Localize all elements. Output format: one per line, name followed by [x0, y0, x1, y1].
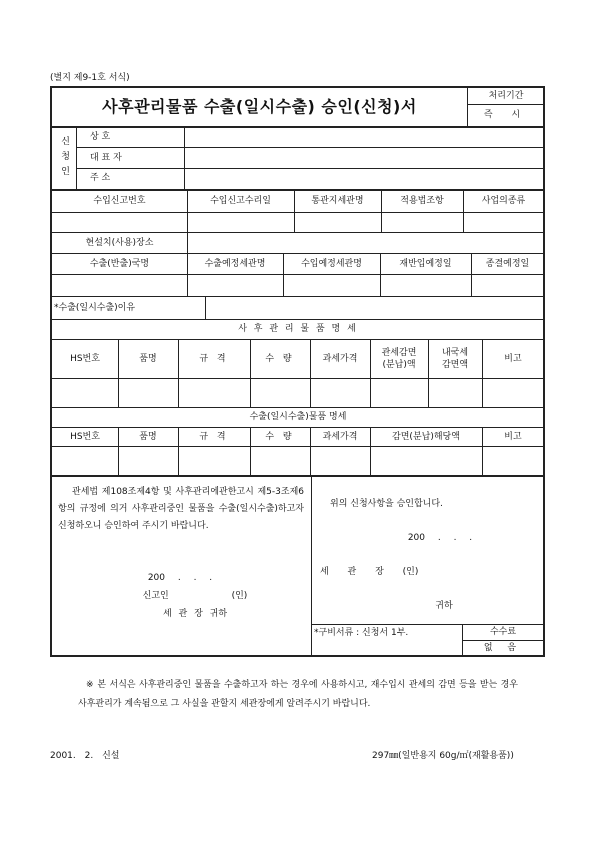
customs-office-header: 통관지세관명	[311, 195, 364, 206]
representative-field[interactable]	[186, 148, 544, 168]
post-qty-header: 수 량	[265, 353, 295, 364]
post-duty-reduction-header: 관세감면 (분납)액	[381, 347, 417, 370]
usage-note: ※ 본 서식은 사후관리중인 물품을 수출하고자 하는 경우에 사용하시고, 재수입시 관세의 감면 등을 받는 경우 사후관리가 계속됨으로 그 사실을 관할지 세관장에게 알려주시기 바랍니다.	[78, 680, 518, 709]
post-remark-header: 비고	[504, 353, 522, 364]
export-reduction-header: 감면(분납)해당액	[392, 431, 460, 442]
export-hs-header: HS번호	[70, 431, 100, 442]
import-decl-no-header: 수입신고번호	[93, 195, 146, 206]
page-title: 사후관리물품 수출(일시수출) 승인(신청)서	[102, 97, 417, 117]
applicable-law-header: 적용법조항	[400, 195, 444, 206]
export-name-header: 품명	[139, 431, 157, 442]
export-qty-header: 수 량	[265, 431, 295, 442]
import-accept-date-header: 수입신고수리일	[210, 195, 271, 206]
import-customs-header: 수입예정세관명	[301, 258, 362, 269]
export-remark-header: 비고	[504, 431, 522, 442]
export-items-title: 수출(일시수출)물품 명세	[249, 412, 347, 423]
post-price-header: 과세가격	[322, 353, 358, 364]
representative-label: 대 표 자	[90, 152, 122, 163]
application-addressee: 세 관 장 귀하	[162, 608, 228, 619]
reimport-date-header: 재반입예정일	[399, 258, 452, 269]
export-reason-label: *수출(일시수출)이유	[54, 302, 136, 313]
footer-right: 297㎜(일반용지 60g/㎡(재활용품))	[372, 751, 514, 761]
post-name-header: 품명	[139, 353, 157, 364]
post-spec-header: 규 격	[199, 353, 229, 364]
approval-addressee: 귀하	[435, 600, 453, 611]
company-label: 상 호	[90, 131, 111, 142]
customs-chief-line: 세 관 장 (인)	[320, 566, 419, 577]
post-hs-header: HS번호	[70, 353, 100, 364]
post-internal-tax-header: 내국세 감면액	[441, 347, 469, 370]
address-label: 주 소	[90, 173, 111, 184]
export-price-header: 과세가격	[322, 431, 358, 442]
processing-label: 처리기간	[488, 90, 524, 101]
approval-text: 위의 신청사항을 승인합니다.	[330, 498, 443, 509]
closing-date-header: 종결예정일	[485, 258, 530, 269]
export-country-header: 수출(반출)국명	[89, 258, 150, 269]
approval-date: 200 . . .	[407, 532, 473, 543]
fee-value: 없 음	[483, 643, 523, 654]
processing-value: 즉 시	[483, 109, 529, 120]
fee-label: 수수료	[489, 627, 517, 638]
address-field[interactable]	[186, 168, 544, 189]
business-type-header: 사업의종류	[481, 195, 526, 206]
application-text: 관세법 제108조제4항 및 사후관리에관한고시 제5-3조제6항의 규정에 의거 사후관리중인 물품을 수출(일시수출)하고자 신청하오니 승인하여 주시기 바랍니다.	[58, 487, 304, 531]
applicant-side-label: 신청인	[59, 135, 70, 181]
post-items-title: 사 후 관 리 물 품 명 세	[238, 324, 358, 335]
install-place-label: 현설치(사용)장소	[85, 237, 154, 248]
form-number: (별지 제9-1호 서식)	[50, 73, 130, 83]
export-spec-header: 규 격	[199, 431, 229, 442]
required-docs: *구비서류 : 신청서 1부.	[314, 627, 409, 638]
application-date: 200 . . .	[147, 572, 213, 583]
footer-left: 2001. 2. 신설	[50, 751, 120, 761]
applicant-signature-line: 신고인 (인)	[142, 590, 248, 601]
company-field[interactable]	[186, 127, 544, 147]
export-customs-header: 수출예정세관명	[204, 258, 266, 269]
